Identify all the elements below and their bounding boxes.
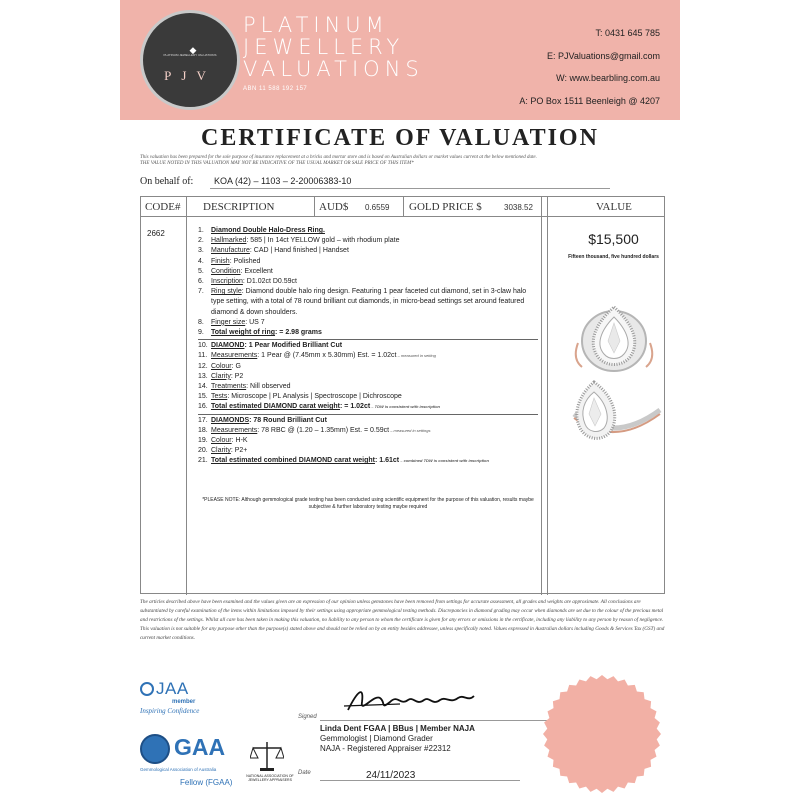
item-text <box>211 328 538 338</box>
item-text <box>211 456 538 466</box>
description-item <box>198 257 538 267</box>
signer-details <box>320 724 475 754</box>
item-text <box>211 257 538 267</box>
item-label: Total estimated combined DIAMOND carat weight <box>211 457 376 465</box>
item-text <box>211 392 538 402</box>
column-divider <box>403 197 404 217</box>
item-label: Colour <box>211 362 232 370</box>
behalf-value: KOA (42) – 1103 – 2-20006383-10 <box>214 176 352 186</box>
item-value: : US 7 <box>245 318 265 326</box>
item-label: Tests <box>211 393 228 401</box>
header-gold-label: GOLD PRICE $ <box>409 201 482 213</box>
brand-line-3: VALUATIONS <box>243 57 424 81</box>
description-item <box>198 456 538 466</box>
item-number: 15. <box>198 393 208 401</box>
description-item <box>198 318 538 328</box>
postal-address: A: PO Box 1511 Beenleigh @ 4207 <box>519 96 660 106</box>
brand-name <box>243 14 443 80</box>
item-annotation: – TDW is consistent with inscription <box>370 404 440 410</box>
testing-note: *PLEASE NOTE: Although gemmological grade testing has been conducted using scientific equipment for the purpose of this valuation, results maybe subjective & further laboratory testing maybe required <box>202 497 534 510</box>
brand-line-1: PLATINUM <box>243 13 389 37</box>
pjv-logo <box>140 10 240 110</box>
item-text <box>211 267 538 277</box>
item-code: 2662 <box>147 229 165 238</box>
item-number: 4. <box>198 257 204 265</box>
item-number: 14. <box>198 383 208 391</box>
date-label: Date <box>298 770 311 776</box>
column-divider <box>541 197 542 595</box>
description-item <box>198 351 538 361</box>
item-label: Measurements <box>211 352 258 360</box>
item-text <box>211 341 538 351</box>
header-description: DESCRIPTION <box>203 201 275 213</box>
logo-arc-text: PLATINUM JEWELLERY VALUATIONS <box>163 53 217 57</box>
item-value: : 1.61ct <box>375 457 400 465</box>
item-value: : Nill observed <box>246 383 291 391</box>
item-value: : 585 | In 14ct YELLOW gold – with rhodium plate <box>246 237 400 245</box>
item-number: 17. <box>198 416 208 424</box>
item-number: 21. <box>198 457 208 465</box>
item-number: 6. <box>198 278 204 286</box>
item-text <box>211 226 538 236</box>
description-item <box>198 392 538 402</box>
page-title: CERTIFICATE OF VALUATION <box>201 125 599 151</box>
disclaimer-line-2: THE VALUE NOTED IN THIS VALUATION MAY NOT BE INDICATIVE OF THE USUAL MARKET OR SALE PRICE OF THIS ITEM* <box>140 161 414 166</box>
abn-number: ABN 11 588 192 157 <box>243 86 308 92</box>
item-label: Inscription <box>211 278 243 286</box>
valuation-table <box>140 196 665 594</box>
header-aud-label: AUD$ <box>319 201 349 213</box>
behalf-row <box>140 176 352 187</box>
item-number: 10. <box>198 342 208 350</box>
signer-name: Linda Dent FGAA | BBus | Member NAJA <box>320 724 475 733</box>
gaa-fellow-label: Fellow (FGAA) <box>180 778 233 787</box>
item-label: Colour <box>211 437 232 445</box>
item-number: 5. <box>198 267 204 275</box>
description-item <box>198 382 538 392</box>
item-text <box>211 382 538 392</box>
value-in-words: Fifteen thousand, five hundred dollars <box>568 254 659 260</box>
disclaimer <box>140 155 670 167</box>
item-value: : D1.02ct D0.59ct <box>242 278 297 286</box>
item-number: 2. <box>198 237 204 245</box>
header-code: CODE# <box>145 201 181 213</box>
item-value: : P2+ <box>230 447 248 455</box>
naja-caption: NATIONAL ASSOCIATION OF JEWELLERY APPRAISERS <box>246 774 294 782</box>
item-label: Clarity <box>211 447 231 455</box>
ring-top-view-image <box>572 299 657 374</box>
header-gold-value: 3038.52 <box>504 203 533 212</box>
ring-side-view-image <box>564 374 666 454</box>
item-annotation: – measured in settings <box>389 427 431 433</box>
item-label: Measurements <box>211 426 258 434</box>
item-text <box>211 277 538 287</box>
description-item <box>198 226 538 236</box>
item-value: : = 1.02ct <box>340 403 371 411</box>
item-label: Finish <box>211 257 230 265</box>
item-text <box>211 246 538 256</box>
date-value: 24/11/2023 <box>366 770 416 781</box>
item-number: 8. <box>198 318 204 326</box>
item-number: 13. <box>198 372 208 380</box>
email-address: E: PJValuations@gmail.com <box>546 51 660 61</box>
column-divider <box>314 197 315 217</box>
item-value: : 1 Pear @ (7.45mm x 5.30mm) Est. = 1.02ct <box>257 352 397 360</box>
item-label: Total weight of ring <box>211 329 276 337</box>
item-text <box>211 351 538 361</box>
item-value: : 78 RBC @ (1.20 – 1.35mm) Est. = 0.59ct <box>257 426 390 434</box>
item-value: : CAD | Hand finished | Handset <box>249 247 349 255</box>
item-annotation: – measured in setting <box>396 353 436 359</box>
description-item <box>198 372 538 382</box>
item-text <box>211 372 538 382</box>
gaa-full-name: Gemmological Association of Australia <box>140 767 217 772</box>
item-number: 18. <box>198 426 208 434</box>
item-number: 1. <box>198 227 204 234</box>
item-label: DIAMOND <box>211 342 245 350</box>
description-item <box>198 414 538 426</box>
item-number: 19. <box>198 437 208 445</box>
item-number: 9. <box>198 329 204 337</box>
gaa-name: GAA <box>174 734 226 760</box>
item-value: : P2 <box>230 372 244 380</box>
description-list <box>198 226 538 467</box>
item-text <box>211 362 538 372</box>
header-value: VALUE <box>596 201 632 213</box>
value-amount: $15,500 <box>588 231 639 247</box>
item-text <box>211 236 538 246</box>
date-line <box>320 780 520 781</box>
item-number: 12. <box>198 362 208 370</box>
item-value: : G <box>231 362 241 370</box>
item-number: 3. <box>198 247 204 255</box>
item-label: Clarity <box>211 372 231 380</box>
signed-label: Signed <box>298 714 317 720</box>
website: W: www.bearbling.com.au <box>556 73 660 83</box>
logo-monogram: PJV <box>164 68 216 83</box>
item-value: : Microscope | PL Analysis | Spectroscope | Dichroscope <box>227 393 402 401</box>
item-label: Manufacture <box>211 247 250 255</box>
description-item <box>198 339 538 351</box>
item-label: Finger size <box>211 318 246 326</box>
jaa-circle-icon <box>140 682 154 696</box>
item-label: Diamond Double Halo-Dress Ring. <box>211 227 325 234</box>
item-value: : H-K <box>231 437 248 445</box>
item-label: Ring style <box>211 288 242 296</box>
terms-paragraph: The articles described above have been examined and the values given are an expression of our opinion unless gemstones have been removed from settings for accurate assessment, all grades and weights are approximate. All conclusions are substantiated by careful examination of the items within limitations imposed by their settings using appropriate gemmological testing methods. Discrepancies in diamond grading may occur when diamonds are set due to the colour of the precious metal and restrictions of the settings. Whilst all care has been taken in making this valuation, no liability to any person to whom the certificate is given for any errors or omissions in the certificate, including any liability to any person by reason of negligence. This valuation is not suitable for any purpose other than the purpose(s) stated above and should not be relied on by an entity besides addressee, unless specifically noted. Values expressed in Australian dollars including Goods & Services Tax (GST) and current market conditions. <box>140 599 665 641</box>
description-item <box>198 362 538 372</box>
item-number: 16. <box>198 403 208 411</box>
phone-number: T: 0431 645 785 <box>595 28 660 38</box>
embossed-seal <box>542 674 662 794</box>
item-value: : 78 Round Brilliant Cut <box>249 416 327 424</box>
item-value: : 1 Pear Modified Brilliant Cut <box>244 342 343 350</box>
signer-registration: NAJA - Registered Appraiser #22312 <box>320 744 451 753</box>
item-label: DIAMONDS <box>211 416 250 424</box>
column-divider <box>547 197 548 595</box>
disclaimer-line-1: This valuation has been prepared for the sole purpose of insurance replacement at a bricks and mortar store and is based on Australian dollars or market values current at the below mentioned date. <box>140 155 537 160</box>
item-text <box>211 446 538 456</box>
item-label: Total estimated DIAMOND carat weight <box>211 403 341 411</box>
item-value: : Diamond double halo ring design. Featuring 1 pear faceted cut diamond, set in 3-claw halo type setting, with a total of 78 round brilliant cut diamonds, in micro-bead settings set around featured diamond & down shoulders. <box>211 288 527 316</box>
item-value: : Polished <box>229 257 261 265</box>
item-label: Condition <box>211 267 241 275</box>
description-item <box>198 426 538 436</box>
column-divider <box>186 197 187 595</box>
diamond-icon: ◆ <box>189 45 197 55</box>
certificate-page <box>120 0 680 800</box>
item-number: 7. <box>198 288 204 296</box>
item-text <box>211 416 538 426</box>
item-text <box>211 436 538 446</box>
item-number: 11. <box>198 352 208 360</box>
description-item <box>198 328 538 338</box>
description-item <box>198 277 538 287</box>
scales-icon <box>250 740 284 772</box>
item-label: Hallmarked <box>211 237 247 245</box>
jaa-member-label: member <box>172 699 196 705</box>
description-item <box>198 436 538 446</box>
item-annotation: – combined TDW is consistent with inscription <box>399 458 489 464</box>
description-item <box>198 446 538 456</box>
signer-title: Gemmologist | Diamond Grader <box>320 734 433 743</box>
description-item <box>198 246 538 256</box>
gaa-seal-icon <box>140 734 170 764</box>
header-aud-value: 0.6559 <box>365 203 390 212</box>
header-banner <box>120 0 680 120</box>
behalf-label: On behalf of: <box>140 176 194 187</box>
item-number: 20. <box>198 447 208 455</box>
signature-line <box>320 720 580 721</box>
item-label: Treatments <box>211 383 247 391</box>
item-value: : = 2.98 grams <box>275 329 322 337</box>
item-text <box>211 287 538 318</box>
description-item <box>198 267 538 277</box>
item-text <box>211 318 538 328</box>
naja-logo <box>246 740 300 782</box>
behalf-underline <box>210 188 610 189</box>
item-value: : Excellent <box>240 267 273 275</box>
jaa-tagline: Inspiring Confidence <box>140 707 200 715</box>
description-item <box>198 236 538 246</box>
brand-line-2: JEWELLERY <box>243 35 405 59</box>
jaa-name: JAA <box>156 679 189 698</box>
item-text <box>211 402 538 412</box>
description-item <box>198 287 538 318</box>
item-text <box>211 426 538 436</box>
signature-image <box>340 680 480 720</box>
description-item <box>198 402 538 412</box>
